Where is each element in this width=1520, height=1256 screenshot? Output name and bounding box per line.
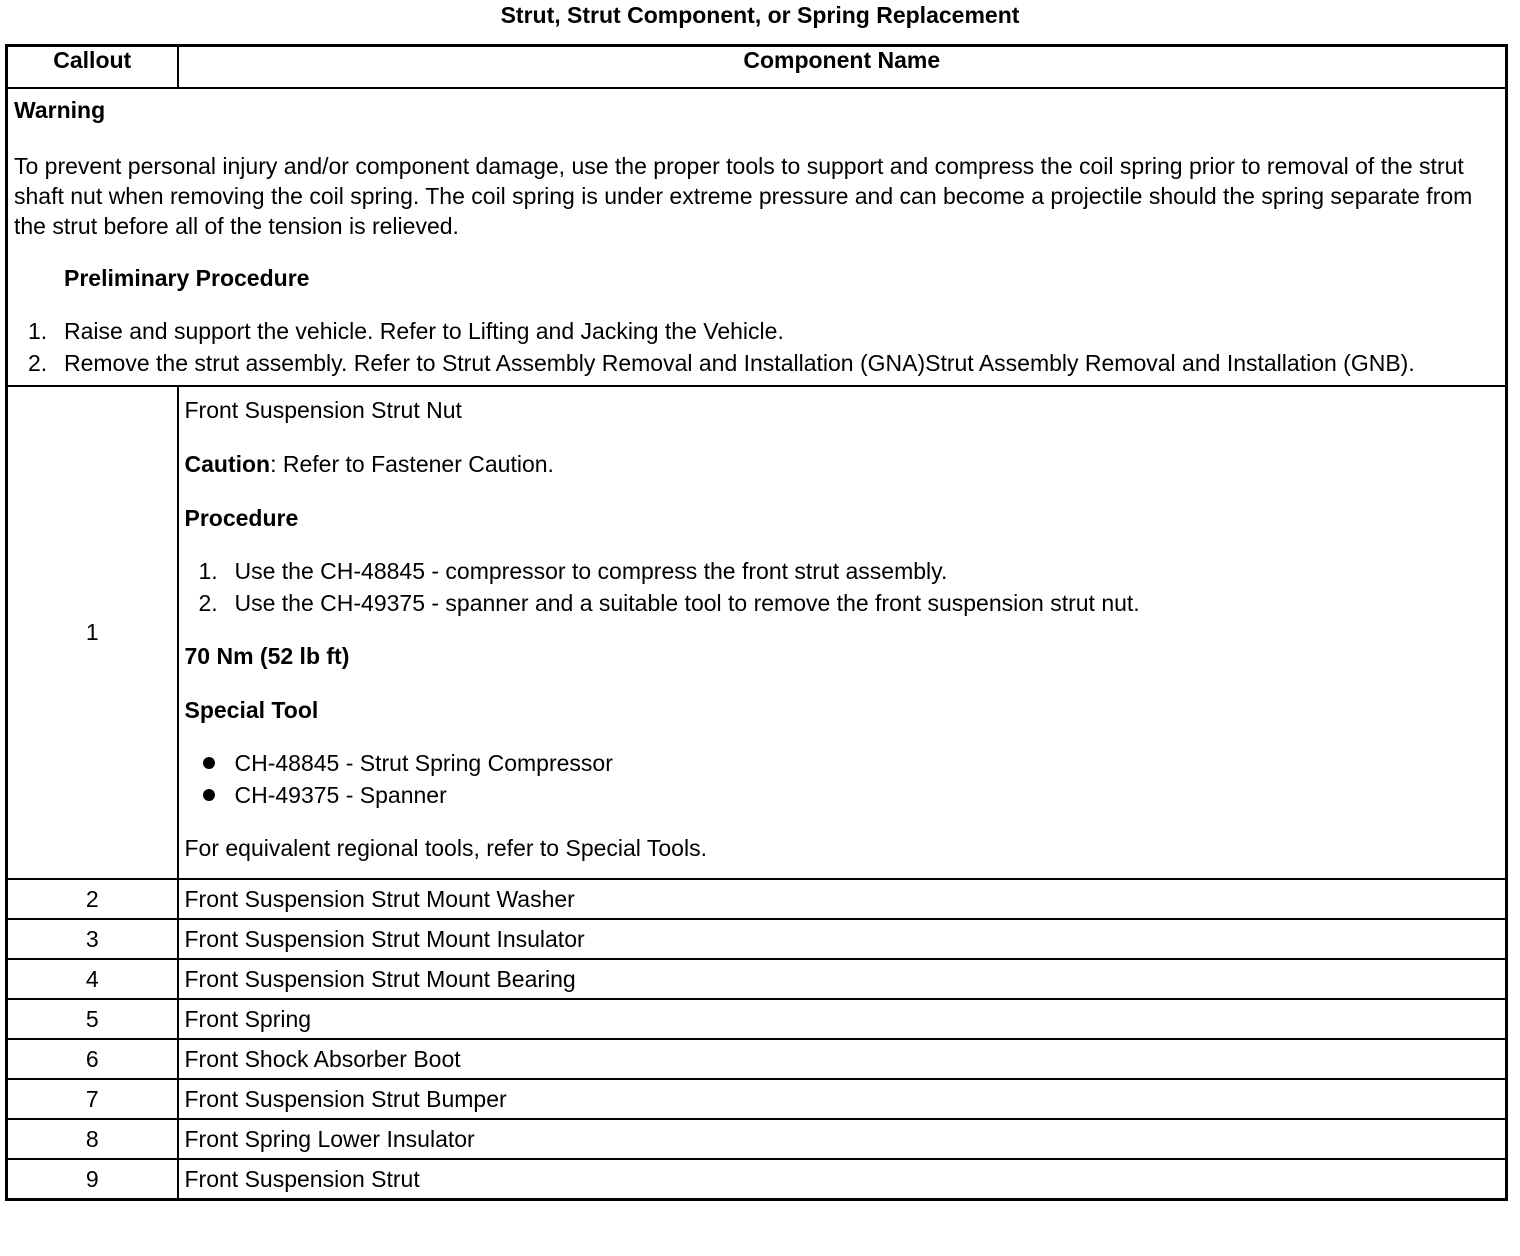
table-row: [7, 1119, 1507, 1159]
component-name: Front Suspension Strut Mount Washer: [178, 879, 1507, 919]
document-title: Strut, Strut Component, or Spring Replacement: [500, 2, 1020, 28]
table-row: [7, 879, 1507, 919]
list-item: [185, 587, 1500, 619]
caution-label: Caution: [184, 451, 271, 477]
preliminary-procedure-heading: Preliminary Procedure: [64, 265, 310, 291]
callout-number: 3: [7, 919, 178, 959]
step-text: Remove the strut assembly. Refer to Strut Assembly Removal and Installation (GNA)Strut Assembly Removal and Installation (GNB).: [64, 350, 1415, 376]
table-row: [7, 1079, 1507, 1119]
warning-text: To prevent personal injury and/or component damage, use the proper tools to support and compress the coil spring prior to removal of the strut shaft nut when removing the coil spring. The coil spring is under extreme pressure and can become a projectile should the spring separate from the strut before all of the tension is relieved.: [14, 153, 1473, 239]
bullet-icon: [203, 789, 215, 801]
table-row: [7, 959, 1507, 999]
callout-number: 6: [7, 1039, 178, 1079]
warning-row: [7, 88, 1507, 386]
table-row: [7, 386, 1507, 879]
regional-tools-note: For equivalent regional tools, refer to Special Tools.: [184, 835, 707, 861]
component-name: Front Spring Lower Insulator: [178, 1119, 1507, 1159]
caution-line: [185, 451, 1500, 477]
step-number: 2.: [198, 590, 218, 616]
bullet-icon: [203, 757, 215, 769]
procedure-steps: [185, 555, 1500, 619]
list-item: [14, 347, 1499, 379]
table-header-row: [7, 46, 1507, 89]
preliminary-steps: [14, 315, 1499, 379]
table-row: [7, 999, 1507, 1039]
tool-text: CH-48845 - Strut Spring Compressor: [234, 750, 613, 776]
step-text: Use the CH-48845 - compressor to compress the front strut assembly.: [234, 558, 948, 584]
component-name: Front Suspension Strut Bumper: [178, 1079, 1507, 1119]
step-number: 2.: [28, 350, 48, 376]
procedure-heading: Procedure: [184, 505, 299, 531]
warning-cell: [7, 88, 1507, 386]
callout-number: 8: [7, 1119, 178, 1159]
callout-number: 1: [7, 386, 178, 879]
step-number: 1.: [28, 318, 48, 344]
component-table: [5, 44, 1508, 1201]
component-name: Front Shock Absorber Boot: [178, 1039, 1507, 1079]
component-name: Front Suspension Strut Mount Bearing: [178, 959, 1507, 999]
list-item: [185, 747, 1500, 779]
special-tool-list: [185, 747, 1500, 811]
table-row: [7, 919, 1507, 959]
step-number: 1.: [198, 558, 218, 584]
caution-text: : Refer to Fastener Caution.: [270, 451, 554, 477]
step-text: Raise and support the vehicle. Refer to Lifting and Jacking the Vehicle.: [64, 318, 784, 344]
torque-spec: 70 Nm (52 lb ft): [184, 643, 350, 669]
list-item: [14, 315, 1499, 347]
step-text: Use the CH-49375 - spanner and a suitable tool to remove the front suspension strut nut.: [234, 590, 1140, 616]
callout-number: 7: [7, 1079, 178, 1119]
callout-number: 2: [7, 879, 178, 919]
special-tool-heading: Special Tool: [184, 697, 319, 723]
table-row: [7, 1039, 1507, 1079]
callout-number: 9: [7, 1159, 178, 1200]
header-component-name: Component Name: [178, 46, 1507, 89]
table-row: [7, 1159, 1507, 1200]
warning-title: Warning: [14, 97, 106, 123]
component-detail-cell: [178, 386, 1507, 879]
component-name: Front Suspension Strut Nut: [184, 397, 462, 423]
callout-number: 4: [7, 959, 178, 999]
component-name: Front Suspension Strut Mount Insulator: [178, 919, 1507, 959]
header-callout: Callout: [7, 46, 178, 89]
component-name: Front Spring: [178, 999, 1507, 1039]
list-item: [185, 555, 1500, 587]
component-name: Front Suspension Strut: [178, 1159, 1507, 1200]
tool-text: CH-49375 - Spanner: [234, 782, 447, 808]
callout-number: 5: [7, 999, 178, 1039]
list-item: [185, 779, 1500, 811]
